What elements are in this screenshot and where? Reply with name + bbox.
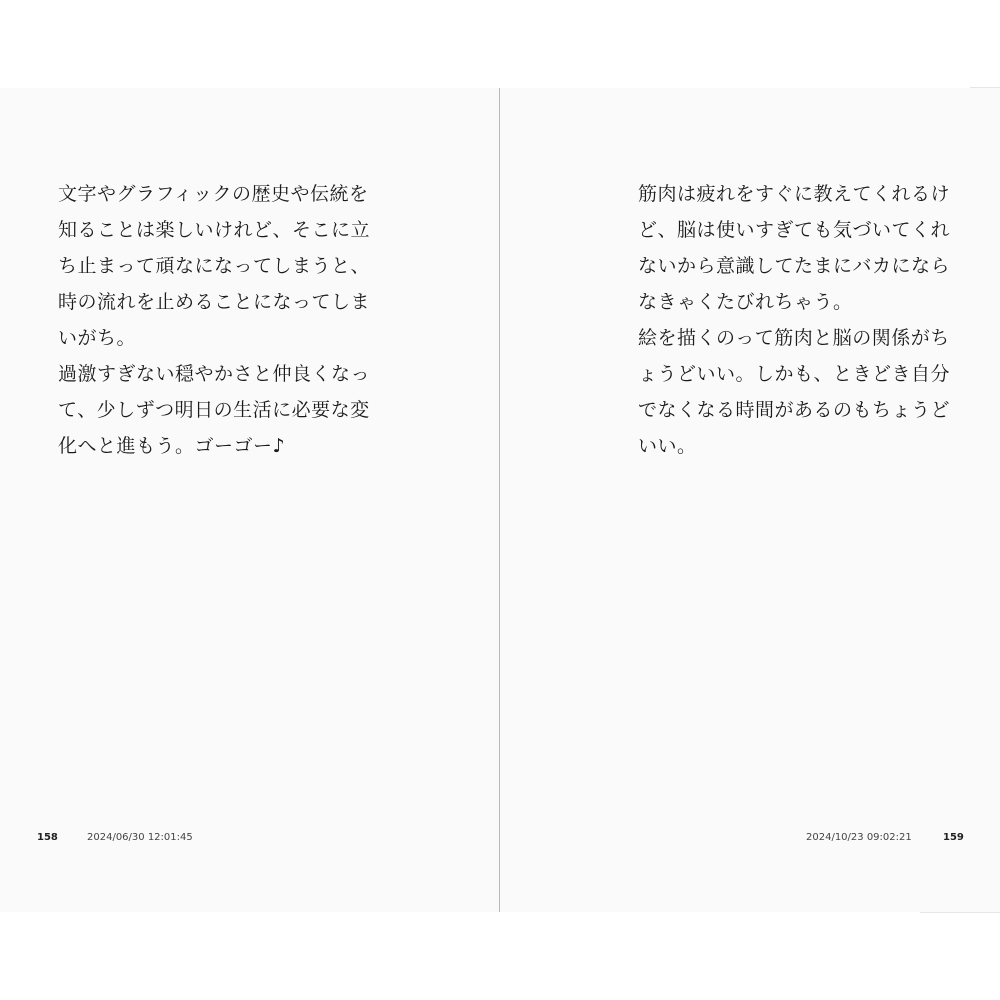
- book-spread: [0, 88, 1000, 912]
- left-line-1: 文字やグラフィックの歴史や伝統を: [58, 183, 369, 205]
- page-gutter: [499, 88, 500, 912]
- bottom-right-edge-mark: [920, 912, 1000, 913]
- left-line-2: 知ることは楽しいけれど、そこに立: [58, 219, 371, 241]
- right-line-6: ょうどいい。しかも、ときどき自分: [638, 363, 951, 385]
- left-line-5: いがち。: [58, 327, 137, 349]
- left-page-body: [58, 176, 370, 464]
- right-line-7: でなくなる時間があるのもちょうど: [638, 399, 951, 421]
- left-line-3: ち止まって頑なになってしまうと、: [58, 255, 371, 277]
- right-page-body: [638, 176, 950, 464]
- left-line-7: て、少しずつ明日の生活に必要な変: [58, 399, 370, 421]
- top-right-edge-mark: [970, 87, 1000, 88]
- left-line-6: 過激すぎない穏やかさと仲良くなっ: [58, 363, 371, 385]
- right-line-1: 筋肉は疲れをすぐに教えてくれるけ: [638, 183, 951, 205]
- left-page: [0, 88, 499, 912]
- right-line-5: 絵を描くのって筋肉と脳の関係がち: [638, 327, 950, 349]
- right-line-4: なきゃくたびれちゃう。: [638, 291, 853, 313]
- left-page-number: 158: [37, 832, 58, 843]
- right-page-number: 159: [943, 832, 964, 843]
- right-page-timestamp: 2024/10/23 09:02:21: [806, 832, 912, 843]
- left-line-4: 時の流れを止めることになってしま: [58, 291, 371, 313]
- left-page-timestamp: 2024/06/30 12:01:45: [87, 832, 193, 843]
- right-line-8: いい。: [638, 435, 697, 457]
- left-line-8: 化へと進もう。ゴーゴー♪: [58, 435, 286, 457]
- right-line-3: ないから意識してたまにバカになら: [638, 255, 951, 277]
- right-line-2: ど、脳は使いすぎても気づいてくれ: [638, 219, 951, 241]
